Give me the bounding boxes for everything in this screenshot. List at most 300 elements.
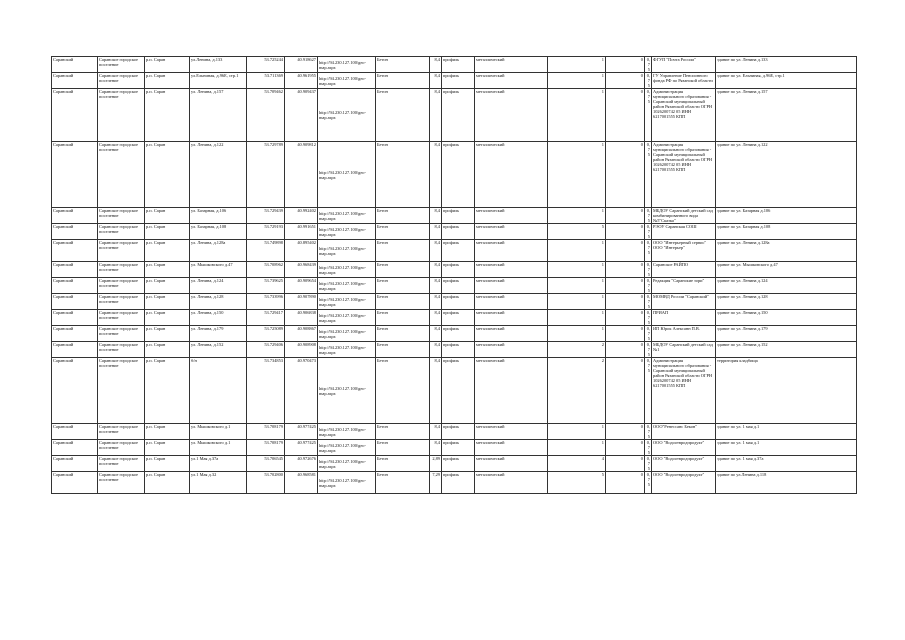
table-cell: здание по ул.Ленина д.118 <box>716 472 857 494</box>
table-cell: 0,75 <box>645 208 652 224</box>
table-cell: 40.909437 <box>285 89 318 142</box>
table-cell: 53.702800 <box>247 472 285 494</box>
table-cell: Саранское городское поселение <box>98 278 145 294</box>
table-cell: 0,75 <box>645 142 652 208</box>
table-cell: Саранский <box>52 456 98 472</box>
table-cell: МБДОУ Саранский детский сад комбинированного вида №5"Сказка" <box>652 208 716 224</box>
table-cell: 0,75 <box>645 326 652 342</box>
table-cell: Саранское городское поселение <box>98 472 145 494</box>
table-cell: http://94.230.127.100/geo-map.aspx <box>318 89 376 142</box>
table-cell: Саранский <box>52 142 98 208</box>
table-cell: Саранский <box>52 424 98 440</box>
table-cell: 8,4 <box>430 342 442 358</box>
table-cell: Саранский <box>52 208 98 224</box>
table-cell: 8,4 <box>430 294 442 310</box>
table-cell: Саранский <box>52 342 98 358</box>
table-cell: Редакция "Саранские зори" <box>652 278 716 294</box>
table-cell: 40.972676 <box>285 456 318 472</box>
table-cell: 40.977425 <box>285 424 318 440</box>
table-cell: 0,75 <box>645 240 652 262</box>
table-cell: Саранское городское поселение <box>98 310 145 326</box>
table-cell: ООО "Интерьерный сервис" ООО "Интерьер" <box>652 240 716 262</box>
table-cell: 53.733996 <box>247 294 285 310</box>
table-cell: 0 <box>606 208 645 224</box>
table-cell: 8,4 <box>430 89 442 142</box>
table-cell: Саранский <box>52 472 98 494</box>
table-cell: 0,75 <box>645 424 652 440</box>
table-cell: 0,75 <box>645 456 652 472</box>
table-cell: 40.909654 <box>285 278 318 294</box>
table-cell: 0,75 <box>645 262 652 278</box>
table-cell: 40.961955 <box>285 73 318 89</box>
table-cell: 0 <box>606 472 645 494</box>
table-cell: Саранский <box>52 294 98 310</box>
table-cell: Саранский <box>52 240 98 262</box>
table-cell: http://94.230.127.100/geo-map.aspx <box>318 456 376 472</box>
table-cell: 40.908908 <box>285 342 318 358</box>
table-cell: 7,29 <box>430 472 442 494</box>
table-row <box>52 358 857 424</box>
table-cell: 1 <box>548 73 606 89</box>
table-row <box>52 456 857 472</box>
table-cell: профиль <box>442 326 475 342</box>
table-cell: http://94.230.127.100/geo-map.aspx <box>318 358 376 424</box>
table-cell: Саранское городское поселение <box>98 326 145 342</box>
table-cell: 0,75 <box>645 472 652 494</box>
table-cell: Саранское городское поселение <box>98 73 145 89</box>
table-cell: металлический <box>475 57 548 73</box>
table-cell: 40.907890 <box>285 294 318 310</box>
table-cell: металлический <box>475 262 548 278</box>
table-cell: 0 <box>606 224 645 240</box>
table-cell: профиль <box>442 278 475 294</box>
table-cell: http://94.230.127.100/geo-map.aspx <box>318 310 376 326</box>
table-cell: р.п. Саран <box>145 310 190 326</box>
table-cell: ИП Юрок Алексанн П.В. <box>652 326 716 342</box>
table-cell: ул. Ленина, д.128а <box>190 240 247 262</box>
table-cell: 40.909812 <box>285 142 318 208</box>
table-cell: металлический <box>475 358 548 424</box>
table-cell: http://94.230.127.100/geo-map.aspx <box>318 294 376 310</box>
table-cell: ул. Базарная, д.106 <box>190 208 247 224</box>
table-cell: металлический <box>475 240 548 262</box>
table-cell: 0,75 <box>645 278 652 294</box>
table-cell: профиль <box>442 57 475 73</box>
table-cell: ул. Ленина, д.157 <box>190 89 247 142</box>
table-cell: 8,4 <box>430 224 442 240</box>
table-cell: 8,4 <box>430 358 442 424</box>
table-row <box>52 208 857 224</box>
table-cell: Бетон <box>376 326 430 342</box>
table-cell: 8,4 <box>430 208 442 224</box>
table-cell: здание по ул. Ленина д.128 <box>716 294 857 310</box>
table-cell: ул. Ленина, д.150 <box>190 310 247 326</box>
table-cell: ул. Ленина, д.128 <box>190 294 247 310</box>
table-cell: http://94.230.127.100/geo-map.aspx <box>318 278 376 294</box>
table-cell: р.п. Саран <box>145 142 190 208</box>
table-cell: здание по ул. Ленина д.124 <box>716 278 857 294</box>
table-row <box>52 262 857 278</box>
table-cell: ул.Ленина, д.133 <box>190 57 247 73</box>
table-cell: ул. Базарная, д.108 <box>190 224 247 240</box>
table-cell: 0 <box>606 294 645 310</box>
table-cell: р.п. Саран <box>145 342 190 358</box>
table-cell: металлический <box>475 326 548 342</box>
table-cell: Бетон <box>376 278 430 294</box>
table-cell: ФГУП "Почта России" <box>652 57 716 73</box>
table-row <box>52 73 857 89</box>
table-cell: р.п. Саран <box>145 240 190 262</box>
table-row <box>52 326 857 342</box>
table-cell: 1 <box>548 89 606 142</box>
table-cell: 40.977425 <box>285 440 318 456</box>
table-cell: 0,75 <box>645 310 652 326</box>
table-cell: р.п. Саран <box>145 57 190 73</box>
table-cell: ул.1 Мая д.32 <box>190 472 247 494</box>
table-cell: металлический <box>475 456 548 472</box>
table-cell: Саранское городское поселение <box>98 224 145 240</box>
table-cell: 0,75 <box>645 89 652 142</box>
table-cell: металлический <box>475 424 548 440</box>
table-cell: РЭОУ Саранская СОШ <box>652 224 716 240</box>
table-cell: 0 <box>606 424 645 440</box>
table-cell: металлический <box>475 73 548 89</box>
table-cell: Бетон <box>376 310 430 326</box>
table-cell: Бетон <box>376 456 430 472</box>
table-cell: 53.706545 <box>247 456 285 472</box>
table-cell: 0,75 <box>645 224 652 240</box>
table-cell: р.п. Саран <box>145 358 190 424</box>
table-cell: http://94.230.127.100/geo-map.aspx <box>318 262 376 278</box>
table-cell: Саранский <box>52 57 98 73</box>
table-cell: Саранский <box>52 73 98 89</box>
table-cell: http://94.230.127.100/geo-map.aspx <box>318 240 376 262</box>
table-cell: Бетон <box>376 142 430 208</box>
table-cell: профиль <box>442 472 475 494</box>
table-cell: ул. Ленина, д.122 <box>190 142 247 208</box>
table-cell: р.п. Саран <box>145 456 190 472</box>
table-cell: профиль <box>442 224 475 240</box>
table-cell: 8,4 <box>430 57 442 73</box>
table-cell: р.п. Саран <box>145 208 190 224</box>
table-cell: Бетон <box>376 73 430 89</box>
table-cell: Бетон <box>376 240 430 262</box>
table-cell: 0,75 <box>645 294 652 310</box>
table-cell: 0 <box>606 57 645 73</box>
table-cell: профиль <box>442 440 475 456</box>
table-cell: 0 <box>606 358 645 424</box>
table-row <box>52 424 857 440</box>
table-cell: 53.725089 <box>247 326 285 342</box>
table-cell: 53.708962 <box>247 262 285 278</box>
table-cell: металлический <box>475 472 548 494</box>
table-cell: ООО "Водоотвродпродукт" <box>652 440 716 456</box>
table-cell: 1 <box>548 240 606 262</box>
table-cell: 40.906838 <box>285 310 318 326</box>
table-cell: 5 <box>548 224 606 240</box>
table-cell: 2 <box>548 342 606 358</box>
table-cell: 0 <box>606 310 645 326</box>
table-cell: металлический <box>475 89 548 142</box>
table-cell: здание по ул. Мышковского д.47 <box>716 262 857 278</box>
table-cell: металлический <box>475 142 548 208</box>
table-cell: Администрация муниципального образования - Саранский муниципальный район Рязанской области ОГРН 1026200742 05 ИНН 6217001555 КПП <box>652 142 716 208</box>
table-row <box>52 142 857 208</box>
table-cell: здание по ул. 1 мая д.37а <box>716 456 857 472</box>
table-cell: Саранское городское поселение <box>98 240 145 262</box>
table-cell: р.п. Саран <box>145 278 190 294</box>
table-cell: Саранское РАЙПО <box>652 262 716 278</box>
table-cell: 8,4 <box>430 73 442 89</box>
table-cell: http://94.230.127.100/geo-map.aspx <box>318 57 376 73</box>
table-cell: 1 <box>548 440 606 456</box>
table-cell: 8,4 <box>430 240 442 262</box>
table-cell: 0 <box>606 342 645 358</box>
table-cell: 8,4 <box>430 278 442 294</box>
table-cell: 0,75 <box>645 440 652 456</box>
table-cell: ООО "Водоотвродпродукт" <box>652 456 716 472</box>
table-cell: Бетон <box>376 294 430 310</box>
table-cell: 53.729417 <box>247 310 285 326</box>
table-cell: р.п. Саран <box>145 472 190 494</box>
table-cell: Бетон <box>376 472 430 494</box>
table-cell: здание по ул. 1 мая д.1 <box>716 424 857 440</box>
table-cell: профиль <box>442 310 475 326</box>
table-cell: территория кладбища <box>716 358 857 424</box>
table-cell: 0 <box>606 73 645 89</box>
table-cell: металлический <box>475 294 548 310</box>
table-cell: 1 <box>548 262 606 278</box>
table-cell: 1 <box>548 142 606 208</box>
table-cell: 1 <box>548 294 606 310</box>
table-cell: Администрация муниципального образования - Саранский муниципальный район Рязанской области ОГРН 1026200742 05 ИНН 6217001555 КПП <box>652 358 716 424</box>
table-cell: 4 <box>548 456 606 472</box>
table-row <box>52 310 857 326</box>
table-cell: http://94.230.127.100/geo-map.aspx <box>318 440 376 456</box>
table-row <box>52 57 857 73</box>
table-cell: 8,4 <box>430 310 442 326</box>
table-cell: 8,4 <box>430 440 442 456</box>
table-cell: 53.711369 <box>247 73 285 89</box>
table-cell: Администрация муниципального образования - Саранский муниципальный район Рязанской области ОГРН 1026200742 05 ИНН 6217001555 КПП <box>652 89 716 142</box>
table-cell: Саранское городское поселение <box>98 424 145 440</box>
table-cell: ул. Ленина, д.124 <box>190 278 247 294</box>
table-cell: здание по ул. Ленина д.179 <box>716 326 857 342</box>
table-cell: Бетон <box>376 358 430 424</box>
table-cell: 40.992402 <box>285 208 318 224</box>
table-cell: 53.729406 <box>247 342 285 358</box>
table-cell: Саранское городское поселение <box>98 142 145 208</box>
table-cell: Бетон <box>376 342 430 358</box>
table-cell: 8,4 <box>430 262 442 278</box>
table-cell: 53.734853 <box>247 358 285 424</box>
table-cell: ПРИАП <box>652 310 716 326</box>
table-cell: профиль <box>442 424 475 440</box>
table-cell: 1 <box>548 278 606 294</box>
table-cell: ул.Ельниная, д.96Е, стр.1 <box>190 73 247 89</box>
table-cell: металлический <box>475 224 548 240</box>
table-cell: профиль <box>442 262 475 278</box>
table-cell: 0 <box>606 262 645 278</box>
table-row <box>52 89 857 142</box>
table-cell: ул. Мышковского д.1 <box>190 440 247 456</box>
table-cell: металлический <box>475 310 548 326</box>
table-cell: http://94.230.127.100/geo-map.aspx <box>318 424 376 440</box>
table-cell: МБДОУ Саранский детский сад №1 <box>652 342 716 358</box>
table-cell: здание по ул. Базарная д.106 <box>716 208 857 224</box>
table-cell: профиль <box>442 456 475 472</box>
table-cell: р.п. Саран <box>145 262 190 278</box>
table-cell: Саранское городское поселение <box>98 342 145 358</box>
table-cell: 40.918627 <box>285 57 318 73</box>
table-cell: http://94.230.127.100/geo-map.aspx <box>318 142 376 208</box>
table-cell: 0,75 <box>645 57 652 73</box>
table-cell: 2 <box>548 358 606 424</box>
table-cell: здание по ул. Ленина д.157 <box>716 89 857 142</box>
table-cell: Саранский <box>52 326 98 342</box>
table-cell: 1 <box>548 424 606 440</box>
table-cell: р.п. Саран <box>145 440 190 456</box>
containers-table <box>51 56 857 494</box>
table-cell: http://94.230.127.100/geo-map.aspx <box>318 342 376 358</box>
table-cell: 53.729193 <box>247 224 285 240</box>
table-cell: 0,75 <box>645 73 652 89</box>
table-cell: р.п. Саран <box>145 294 190 310</box>
table-cell: 53.708179 <box>247 424 285 440</box>
table-cell: здание по ул. Ленина д.150 <box>716 310 857 326</box>
table-cell: Саранский <box>52 358 98 424</box>
table-cell: 40.970473 <box>285 358 318 424</box>
table-cell: р.п. Саран <box>145 73 190 89</box>
table-cell: Саранское городское поселение <box>98 294 145 310</box>
table-cell: Саранское городское поселение <box>98 358 145 424</box>
table-cell: Бетон <box>376 224 430 240</box>
table-cell: здание по ул. Ельниная, д.96Е, стр.1 <box>716 73 857 89</box>
table-cell: 0 <box>606 142 645 208</box>
table-cell: Бетон <box>376 262 430 278</box>
table-row <box>52 342 857 358</box>
table-cell: http://94.230.127.100/geo-map.aspx <box>318 224 376 240</box>
table-cell: Бетон <box>376 440 430 456</box>
table-cell: здание по ул. Ленина д.122 <box>716 142 857 208</box>
table-cell: 53.729439 <box>247 208 285 224</box>
table-cell: http://94.230.127.100/geo-map.aspx <box>318 73 376 89</box>
table-cell: Саранское городское поселение <box>98 456 145 472</box>
table-cell: МОМВД России "Саранский" <box>652 294 716 310</box>
table-cell: металлический <box>475 208 548 224</box>
table-cell: 2,89 <box>430 456 442 472</box>
table-cell: металлический <box>475 278 548 294</box>
table-cell: 40.968439 <box>285 262 318 278</box>
table-cell: 0 <box>606 456 645 472</box>
table-cell: Саранский <box>52 278 98 294</box>
table-cell: Бетон <box>376 89 430 142</box>
table-cell: здание по ул. Ленина д.133 <box>716 57 857 73</box>
table-row <box>52 224 857 240</box>
table-cell: 0 <box>606 440 645 456</box>
table-cell: ООО"Ренессанс Бекон" <box>652 424 716 440</box>
table-cell: Бетон <box>376 424 430 440</box>
table-cell: профиль <box>442 89 475 142</box>
table-cell: р.п. Саран <box>145 424 190 440</box>
table-cell: Саранское городское поселение <box>98 57 145 73</box>
table-cell: здание по ул. 1 мая д.1 <box>716 440 857 456</box>
table-cell: 53.739625 <box>247 278 285 294</box>
table-cell: 0 <box>606 89 645 142</box>
table-cell: 40.895402 <box>285 240 318 262</box>
table-cell: Саранское городское поселение <box>98 440 145 456</box>
table-cell: ул. Ленина, д.152 <box>190 342 247 358</box>
table-cell: профиль <box>442 208 475 224</box>
table-cell: Саранский <box>52 224 98 240</box>
table-cell: Саранский <box>52 440 98 456</box>
table-cell: Бетон <box>376 208 430 224</box>
table-cell: ул. Мышковского д.47 <box>190 262 247 278</box>
table-cell: 40.991651 <box>285 224 318 240</box>
table-cell: ул. Ленина, д.179 <box>190 326 247 342</box>
table-cell: здание по ул. Ленина д.128а <box>716 240 857 262</box>
table-cell: 1 <box>548 208 606 224</box>
table-cell: 0,75 <box>645 358 652 424</box>
table-cell: профиль <box>442 73 475 89</box>
table-cell: Саранский <box>52 262 98 278</box>
table-row <box>52 294 857 310</box>
table-cell: Саранский <box>52 310 98 326</box>
table-cell: 1 <box>548 326 606 342</box>
table-cell: 1 <box>548 57 606 73</box>
table-cell: профиль <box>442 294 475 310</box>
table-cell: Саранское городское поселение <box>98 208 145 224</box>
table-cell: 0 <box>606 326 645 342</box>
table-row <box>52 240 857 262</box>
table-cell: 0,75 <box>645 342 652 358</box>
table-cell: 40.968581 <box>285 472 318 494</box>
table-cell: 5 <box>548 472 606 494</box>
table-cell: ул.1 Мая д.37а <box>190 456 247 472</box>
table-cell: р.п. Саран <box>145 224 190 240</box>
table-cell: 40.908867 <box>285 326 318 342</box>
table-cell: металлический <box>475 440 548 456</box>
table-row <box>52 440 857 456</box>
table-cell: 53.749898 <box>247 240 285 262</box>
table-cell: профиль <box>442 240 475 262</box>
table-cell: http://94.230.127.100/geo-map.aspx <box>318 472 376 494</box>
table-cell: 53.708179 <box>247 440 285 456</box>
table-cell: профиль <box>442 358 475 424</box>
table-cell: профиль <box>442 342 475 358</box>
table-cell: http://94.230.127.100/geo-map.aspx <box>318 326 376 342</box>
table-cell: 8,4 <box>430 326 442 342</box>
table-cell: р.п. Саран <box>145 89 190 142</box>
table-cell: б/н <box>190 358 247 424</box>
table-cell: 0 <box>606 278 645 294</box>
table-cell: металлический <box>475 342 548 358</box>
table-cell: 1 <box>548 310 606 326</box>
table-cell: профиль <box>442 142 475 208</box>
table-cell: 53.709462 <box>247 89 285 142</box>
table-cell: здание по ул. Ленина д.152 <box>716 342 857 358</box>
table-cell: здание по ул. Базарная д.108 <box>716 224 857 240</box>
table-cell: http://94.230.127.100/geo-map.aspx <box>318 208 376 224</box>
table-cell: Саранский <box>52 89 98 142</box>
table-cell: ул. Мышковского д.1 <box>190 424 247 440</box>
table-row <box>52 472 857 494</box>
table-cell: Саранское городское поселение <box>98 89 145 142</box>
table-cell: 8,4 <box>430 424 442 440</box>
table-cell: р.п. Саран <box>145 326 190 342</box>
table-cell: Бетон <box>376 57 430 73</box>
table-cell: Саранское городское поселение <box>98 262 145 278</box>
